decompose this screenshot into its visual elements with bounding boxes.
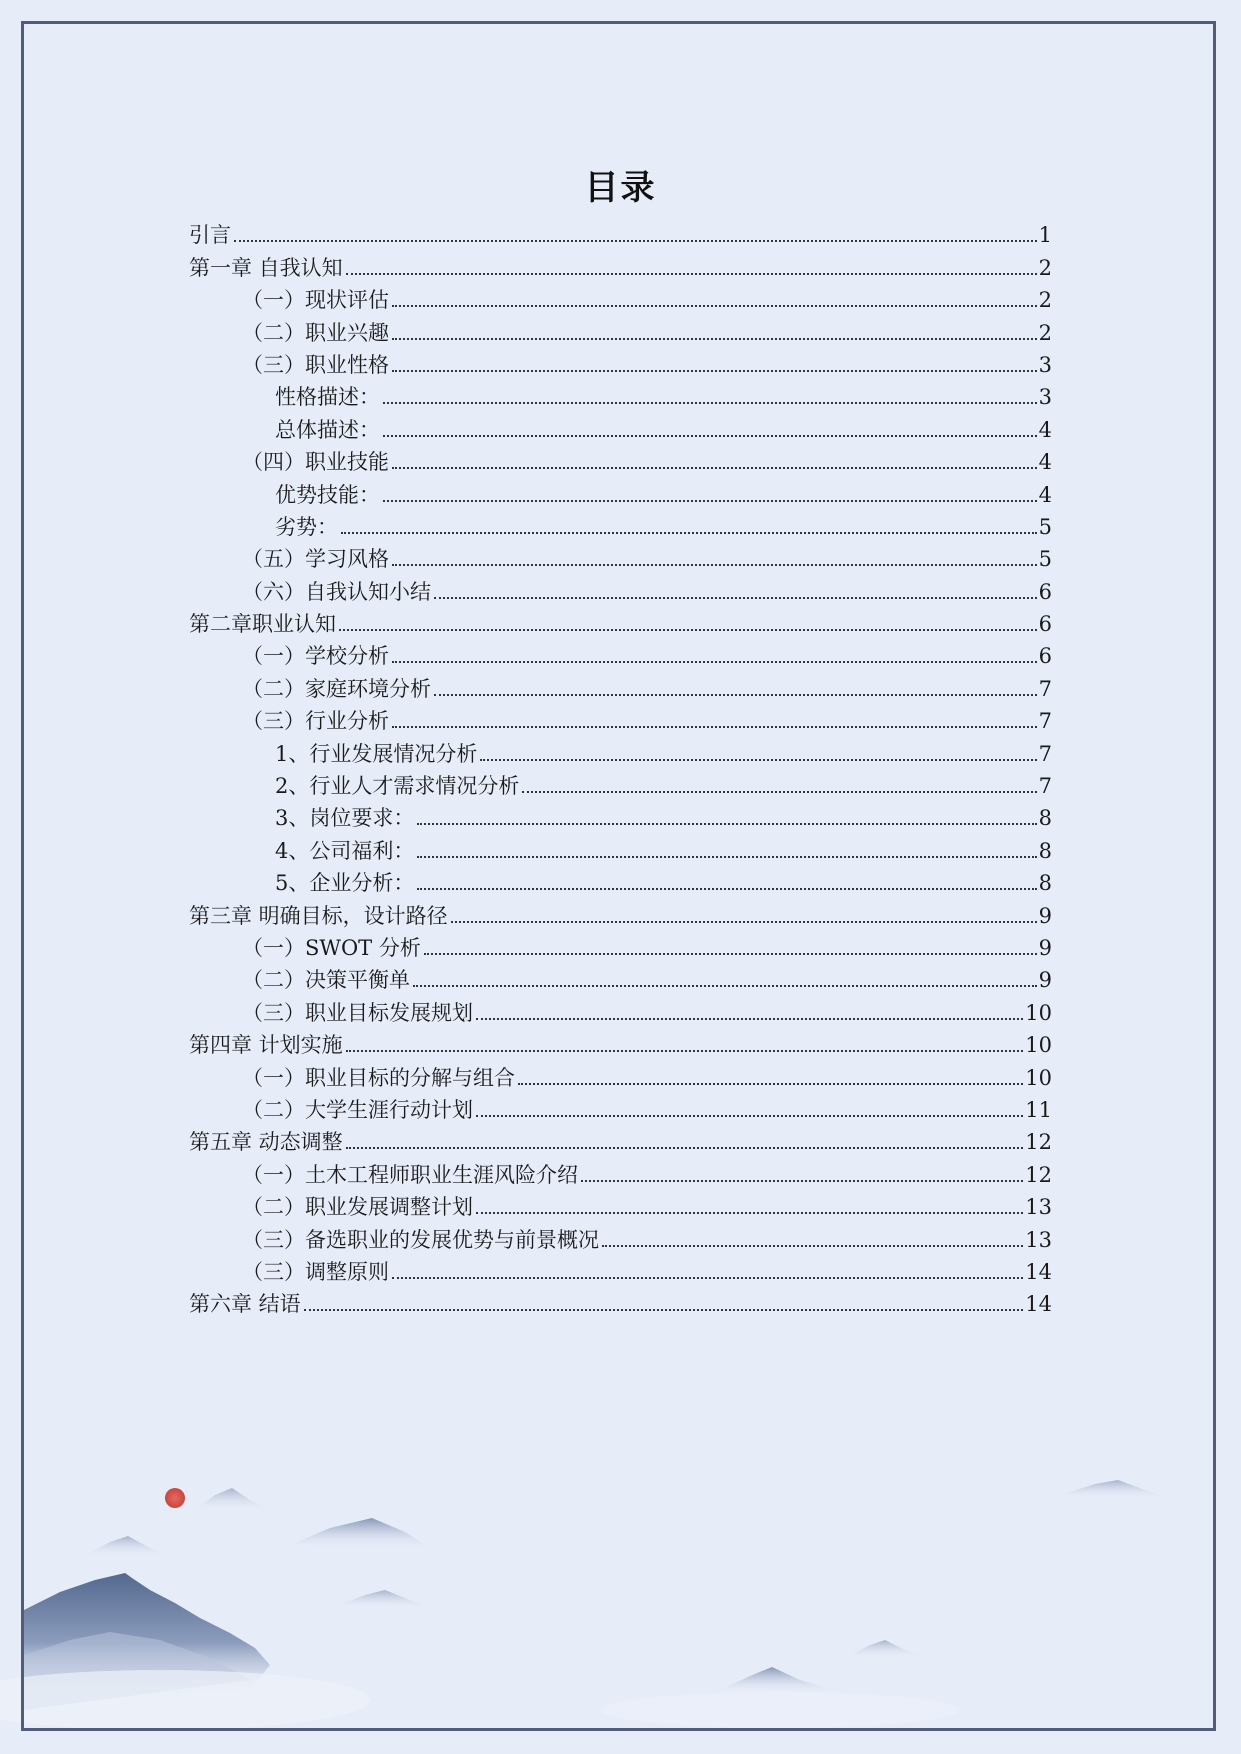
toc-entry-label: （三）职业性格 — [242, 352, 389, 377]
toc-entry-label: （一）土木工程师职业生涯风险介绍 — [242, 1162, 578, 1187]
toc-dot-leader — [417, 822, 1036, 825]
toc-entry-label: （五）学习风格 — [242, 547, 389, 572]
toc-dot-leader — [476, 1114, 1023, 1117]
toc-dot-leader — [383, 401, 1037, 404]
toc-dot-leader — [392, 304, 1037, 307]
toc-dot-leader — [304, 1308, 1024, 1311]
toc-dot-leader — [346, 1146, 1024, 1149]
toc-dot-leader — [413, 984, 1037, 987]
toc-entry-label: （一）现状评估 — [242, 288, 389, 313]
toc-entry-page-number: 14 — [1025, 1259, 1052, 1284]
toc-entry[interactable] — [189, 1285, 1052, 1317]
toc-entry[interactable] — [189, 540, 1052, 572]
toc-entry[interactable] — [189, 346, 1052, 378]
toc-entry-label: （二）职业兴趣 — [242, 320, 389, 345]
toc-entry[interactable] — [189, 1220, 1052, 1252]
toc-entry-page-number: 4 — [1038, 450, 1052, 475]
toc-entry-page-number: 5 — [1038, 514, 1052, 539]
toc-dot-leader — [392, 660, 1037, 663]
toc-dot-leader — [480, 758, 1036, 761]
toc-dot-leader — [434, 596, 1037, 599]
toc-entry[interactable] — [189, 313, 1052, 345]
toc-entry-page-number: 10 — [1025, 1033, 1052, 1058]
toc-entry-page-number: 13 — [1025, 1227, 1052, 1252]
toc-entry-page-number: 8 — [1038, 871, 1052, 896]
toc-entry[interactable] — [189, 702, 1052, 734]
toc-entry-page-number: 4 — [1038, 417, 1052, 442]
toc-dot-leader — [383, 499, 1037, 502]
toc-entry-page-number: 12 — [1025, 1130, 1052, 1155]
toc-entry[interactable] — [189, 1188, 1052, 1220]
toc-dot-leader — [392, 563, 1037, 566]
toc-entry[interactable] — [189, 216, 1052, 248]
toc-dot-leader — [581, 1179, 1023, 1182]
toc-entry-label: 3、岗位要求： — [275, 806, 415, 831]
toc-dot-leader — [392, 369, 1037, 372]
toc-dot-leader — [346, 272, 1037, 275]
toc-entry-page-number: 11 — [1025, 1097, 1052, 1122]
toc-entry-label: （三）职业目标发展规划 — [242, 1000, 473, 1025]
toc-entry[interactable] — [189, 929, 1052, 961]
toc-entry-label: 第二章职业认知 — [189, 612, 336, 637]
toc-entry-page-number: 7 — [1038, 709, 1052, 734]
toc-entry-label: （二）决策平衡单 — [242, 968, 410, 993]
toc-dot-leader — [434, 693, 1037, 696]
toc-entry-page-number: 3 — [1038, 385, 1052, 410]
toc-entry[interactable] — [189, 1253, 1052, 1285]
toc-entry-page-number: 9 — [1038, 903, 1052, 928]
toc-entry-label: （二）家庭环境分析 — [242, 676, 431, 701]
toc-dot-leader — [392, 337, 1037, 340]
toc-entry-label: 第六章 结语 — [189, 1292, 301, 1317]
toc-entry[interactable] — [189, 248, 1052, 280]
toc-entry[interactable] — [189, 475, 1052, 507]
toc-entry-label: 引言 — [189, 223, 231, 248]
toc-dot-leader — [341, 531, 1037, 534]
toc-dot-leader — [234, 239, 1037, 242]
toc-entry-page-number: 10 — [1025, 1000, 1052, 1025]
toc-entry[interactable] — [189, 605, 1052, 637]
toc-entry-label: （三）调整原则 — [242, 1259, 389, 1284]
toc-entry-label: （三）行业分析 — [242, 709, 389, 734]
toc-entry[interactable] — [189, 1058, 1052, 1090]
toc-entry-label: 总体描述： — [275, 417, 380, 442]
toc-entry-label: （六）自我认知小结 — [242, 579, 431, 604]
toc-entry-page-number: 7 — [1038, 676, 1052, 701]
toc-entry-label: （一）SWOT 分析 — [242, 935, 421, 960]
toc-entry-page-number: 6 — [1038, 579, 1052, 604]
toc-entry-page-number: 5 — [1038, 547, 1052, 572]
toc-entry[interactable] — [189, 1026, 1052, 1058]
toc-entry[interactable] — [189, 281, 1052, 313]
toc-dot-leader — [383, 434, 1037, 437]
toc-entry-label: 优势技能： — [275, 482, 380, 507]
toc-entry[interactable] — [189, 864, 1052, 896]
toc-dot-leader — [522, 790, 1036, 793]
toc-entry[interactable] — [189, 1123, 1052, 1155]
toc-dot-leader — [417, 855, 1036, 858]
toc-entry-page-number: 9 — [1038, 968, 1052, 993]
toc-entry[interactable] — [189, 734, 1052, 766]
toc-entry-page-number: 7 — [1038, 774, 1052, 799]
toc-entry-label: 4、公司福利： — [275, 838, 415, 863]
toc-entry-page-number: 4 — [1038, 482, 1052, 507]
toc-entry-label: 第五章 动态调整 — [189, 1130, 343, 1155]
toc-entry-page-number: 13 — [1025, 1195, 1052, 1220]
toc-entry[interactable] — [189, 378, 1052, 410]
toc-entry[interactable] — [189, 410, 1052, 442]
toc-entry-label: 第三章 明确目标，设计路径 — [189, 903, 448, 928]
toc-entry-page-number: 8 — [1038, 806, 1052, 831]
toc-entry[interactable] — [189, 993, 1052, 1025]
toc-entry-page-number: 6 — [1038, 612, 1052, 637]
toc-title: 目录 — [584, 168, 657, 208]
toc-entry-page-number: 9 — [1038, 935, 1052, 960]
toc-entry-page-number: 7 — [1038, 741, 1052, 766]
toc-entry-label: （二）职业发展调整计划 — [242, 1195, 473, 1220]
toc-entry-page-number: 14 — [1025, 1292, 1052, 1317]
toc-entry-page-number: 3 — [1038, 352, 1052, 377]
toc-dot-leader — [518, 1082, 1023, 1085]
toc-dot-leader — [392, 466, 1037, 469]
toc-entry[interactable] — [189, 896, 1052, 928]
toc-entry[interactable] — [189, 961, 1052, 993]
toc-entry-label: 第一章 自我认知 — [189, 255, 343, 280]
toc-entry-page-number: 2 — [1038, 288, 1052, 313]
toc-dot-leader — [339, 628, 1037, 631]
toc-entry[interactable] — [189, 799, 1052, 831]
toc-entry[interactable] — [189, 1091, 1052, 1123]
toc-entry[interactable] — [189, 443, 1052, 475]
toc-entry[interactable] — [189, 508, 1052, 540]
toc-dot-leader — [392, 1276, 1023, 1279]
toc-dot-leader — [476, 1211, 1023, 1214]
toc-entry-label: 劣势： — [275, 514, 338, 539]
toc-dot-leader — [476, 1017, 1023, 1020]
toc-entry-label: （一）职业目标的分解与组合 — [242, 1065, 515, 1090]
toc-entry[interactable] — [189, 831, 1052, 863]
toc-entry-label: 性格描述： — [275, 385, 380, 410]
toc-entry-label: 第四章 计划实施 — [189, 1033, 343, 1058]
toc-entry[interactable] — [189, 767, 1052, 799]
toc-dot-leader — [392, 725, 1037, 728]
toc-entry-page-number: 1 — [1038, 223, 1052, 248]
toc-dot-leader — [602, 1244, 1023, 1247]
toc-entry-page-number: 6 — [1038, 644, 1052, 669]
toc-entry-page-number: 12 — [1025, 1162, 1052, 1187]
toc-entry-page-number: 10 — [1025, 1065, 1052, 1090]
toc-entry[interactable] — [189, 669, 1052, 701]
toc-entry-label: 2、行业人才需求情况分析 — [275, 774, 520, 799]
toc-entry-label: （四）职业技能 — [242, 450, 389, 475]
toc-dot-leader — [346, 1049, 1024, 1052]
toc-dot-leader — [451, 920, 1037, 923]
toc-entry-label: （二）大学生涯行动计划 — [242, 1097, 473, 1122]
toc-dot-leader — [424, 952, 1037, 955]
toc-entry[interactable] — [189, 637, 1052, 669]
toc-entry[interactable] — [189, 572, 1052, 604]
toc-entry-page-number: 2 — [1038, 255, 1052, 280]
toc-entry-page-number: 2 — [1038, 320, 1052, 345]
toc-entry-label: （三）备选职业的发展优势与前景概况 — [242, 1227, 599, 1252]
toc-dot-leader — [417, 887, 1036, 890]
toc-entry[interactable] — [189, 1155, 1052, 1187]
toc-entry-page-number: 8 — [1038, 838, 1052, 863]
toc-entry-label: 5、企业分析： — [275, 871, 415, 896]
toc-entry-label: （一）学校分析 — [242, 644, 389, 669]
toc-entry-label: 1、行业发展情况分析 — [275, 741, 478, 766]
table-of-contents — [189, 216, 1052, 1317]
